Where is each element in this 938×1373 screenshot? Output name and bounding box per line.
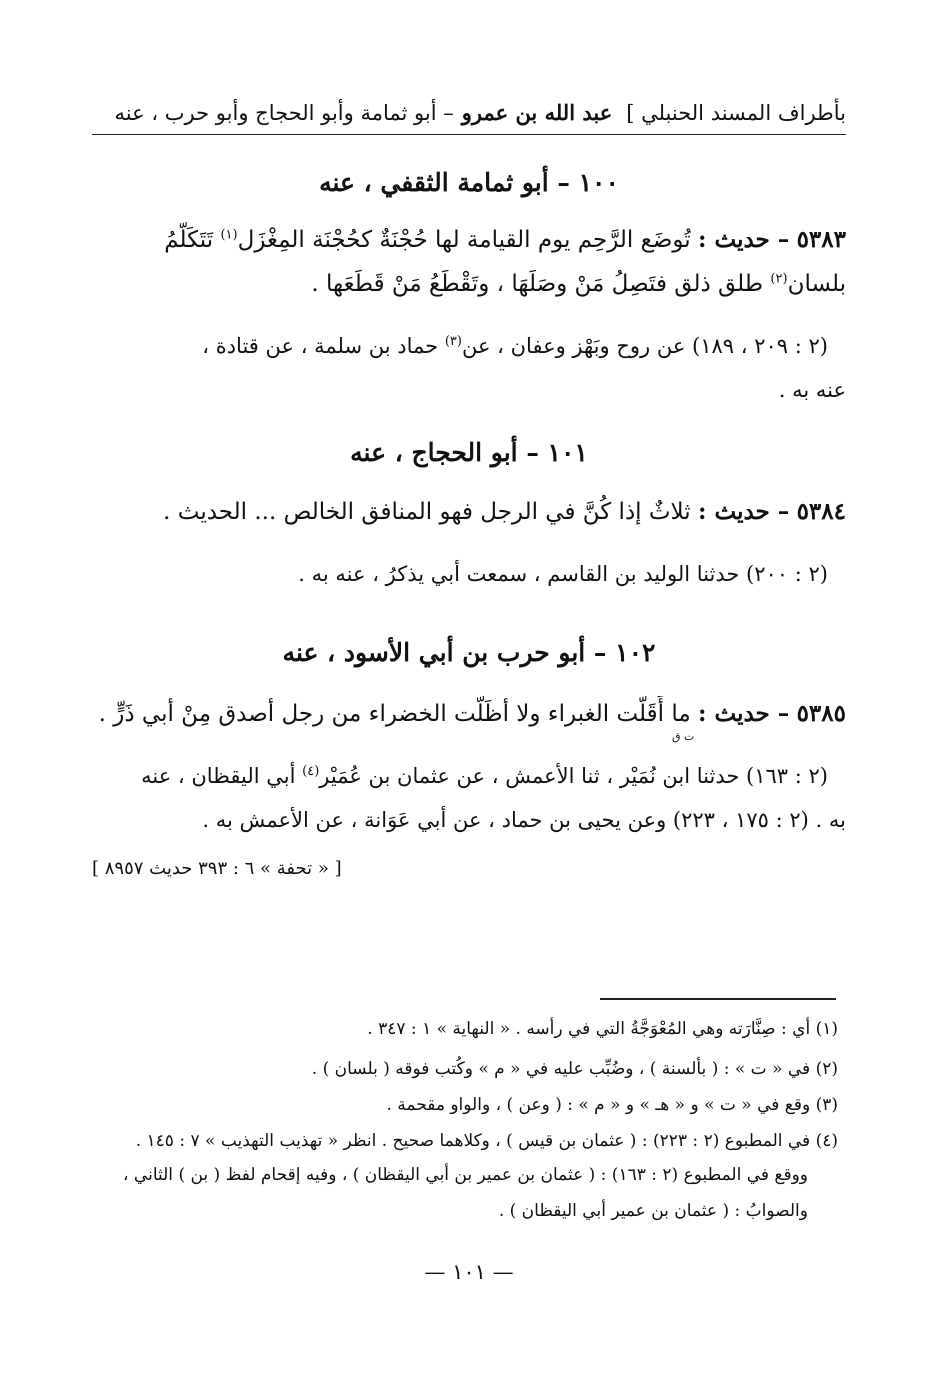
footnote: ووقع في المطبوع (٢ : ١٦٣) : ( عثمان بن عمير بن أبي اليقظان ) ، وفيه إقحام لفظ ( بن ) الثاني ، — [123, 1165, 808, 1185]
source-line — [92, 758, 828, 794]
footnote: (٤) في المطبوع (٢ : ٢٢٣) : ( عثمان بن قيس ) ، وكلاهما صحيح . انظر « تهذيب التهذيب » ٧ : ١٤٥ . — [135, 1131, 838, 1151]
hadith-text: ما أَقَلَّت الغبراء ولا أظَلَّت الخضراء من رجل أصدق مِنْ أبي ذَرٍّ . — [98, 701, 691, 727]
footnote: والصوابُ : ( عثمان بن عمير أبي اليقظان ) . — [498, 1201, 808, 1221]
source-text: به . (٢ : ١٧٥ ، ٢٢٣) وعن يحيى بن حماد ، عن أبي عَوَانة ، عن الأعمش به . — [202, 808, 846, 832]
hadith-text: ثلاثٌ إذا كُنَّ في الرجل فهو المنافق الخالص ... الحديث . — [163, 499, 691, 525]
source-line — [92, 328, 828, 364]
section-title: ١٠١ – أبو الحجاج ، عنه — [350, 438, 588, 467]
header-bold-part: عبد الله بن عمرو — [461, 100, 613, 125]
source-text: أبي اليقظان ، عنه — [141, 764, 296, 788]
section-title: ١٠٠ – أبو ثمامة الثقفي ، عنه — [319, 168, 619, 197]
hadith-keyword: – حديث : — [697, 498, 790, 525]
hadith-line — [92, 696, 846, 732]
hadith-line — [92, 222, 846, 258]
footnote-marker: (٣) — [444, 334, 462, 349]
section-title: ١٠٢ – أبو حرب بن أبي الأسود ، عنه — [282, 638, 656, 667]
footnote-divider — [600, 998, 836, 1000]
tuhfa-reference: [ « تحفة » ٦ : ٣٩٣ حديث ٨٩٥٧ ] — [92, 858, 342, 879]
hadith-number: ٥٣٨٥ — [796, 700, 846, 727]
footnote-marker: (٤) — [302, 764, 320, 779]
siglum-mark: ت ق — [672, 730, 695, 743]
hadith-keyword: – حديث : — [697, 226, 790, 253]
running-header — [92, 98, 846, 135]
hadith-line — [92, 266, 846, 302]
source-text: عنه به . — [778, 378, 846, 402]
footnote-marker: (٢) — [770, 271, 788, 287]
hadith-text: بلسان — [787, 271, 846, 297]
header-left-part: بأطراف المسند الحنبلي ] — [626, 101, 846, 125]
hadith-text: تَتَكَلَّمُ — [164, 227, 214, 253]
hadith-keyword: – حديث : — [697, 700, 790, 727]
header-right-part: – أبو ثمامة وأبو الحجاج وأبو حرب ، عنه — [114, 101, 454, 125]
source-text: (٢ : ١٦٣) حدثنا ابن نُمَيْر ، ثنا الأعمش ، عن عثمان بن عُمَيْر — [319, 764, 828, 788]
source-text: (٢ : ٢٠٩ ، ١٨٩) عن روح وبَهْز وعفان ، عن — [461, 334, 828, 358]
hadith-number: ٥٣٨٤ — [796, 498, 846, 525]
hadith-text: طلق ذلق فتَصِلُ مَنْ وصَلَهَا ، وتَقْطَعُ مَنْ قَطَعَها . — [311, 271, 764, 297]
source-text: (٢ : ٢٠٠) حدثنا الوليد بن القاسم ، سمعت أبي يذكرُ ، عنه به . — [298, 562, 828, 586]
hadith-text: تُوضَع الرَّحِم يوم القيامة لها حُجْنَةٌ كحُجْنَة المِغْزَل — [237, 227, 691, 253]
footnote: (١) أي : صِنَّارَته وهي المُعْوَجَّةُ التي في رأسه . « النهاية » ١ : ٣٤٧ . — [367, 1019, 838, 1039]
footnote: (٣) وقع في « ت » و « هـ » و « م » : ( وعن ) ، والواو مقحمة . — [386, 1095, 838, 1115]
page-number: — ١٠١ — — [424, 1260, 514, 1284]
hadith-line — [92, 494, 846, 530]
footnote-marker: (١) — [220, 227, 238, 243]
hadith-number: ٥٣٨٣ — [796, 226, 846, 253]
source-text: حماد بن سلمة ، عن قتادة ، — [202, 334, 439, 358]
footnote: (٢) في « ت » : ( بألسنة ) ، وضُبِّب عليه في « م » وكُتب فوقه ( بلسان ) . — [311, 1059, 838, 1079]
